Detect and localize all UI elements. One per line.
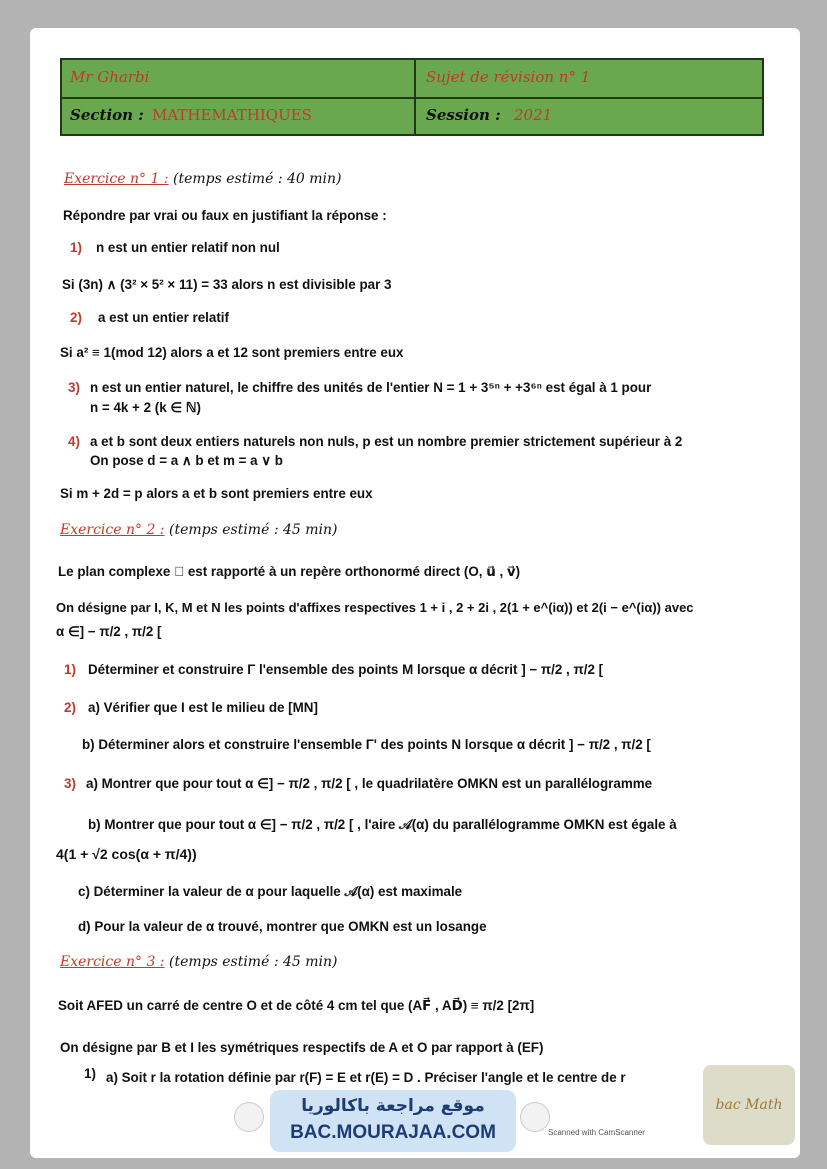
ex2-intro-points-line2: α ∈] − π/2 , π/2 [ [56, 624, 162, 639]
exercise-3-heading [60, 954, 337, 970]
ex2-q2a-text: a) Vérifier que I est le milieu de [MN] [88, 700, 318, 715]
ex2-q1-text: Déterminer et construire Γ l'ensemble des points M lorsque α décrit ] − π/2 , π/2 [ [88, 662, 604, 677]
exercise-2-time: (temps estimé : 45 min) [168, 522, 338, 538]
session-label: Session : [426, 106, 501, 124]
ex2-q3d-text: d) Pour la valeur de α trouvé, montrer que OMKN est un losange [78, 919, 487, 934]
ex1-q3-line2: n = 4k + 2 (k ∈ ℕ) [90, 400, 201, 415]
exercise-3-time: (temps estimé : 45 min) [168, 954, 338, 970]
ex2-q2b-text: b) Déterminer alors et construire l'ensemble Γ' des points N lorsque α décrit ] − π/2 , π/2 [ [82, 737, 651, 752]
header-table [60, 58, 764, 136]
subject-title: Sujet de révision n° 1 [426, 68, 591, 86]
ex1-intro: Répondre par vrai ou faux en justifiant la réponse : [63, 208, 387, 223]
ex2-q3b-line1: b) Montrer que pour tout α ∈] − π/2 , π/2 [ , l'aire 𝒜(α) du parallélogramme OMKN est égale à [88, 817, 677, 832]
exercise-3-label: Exercice n° 3 : [60, 954, 165, 970]
bac-mourajaa-logo-left-icon [234, 1102, 264, 1132]
bac-mourajaa-logo-right-icon [520, 1102, 550, 1132]
session-value: 2021 [514, 106, 553, 124]
ex3-intro-square: Soit AFED un carré de centre O et de côté 4 cm tel que (AF⃗ , AD⃗) ≡ π/2 [2π] [58, 998, 535, 1013]
ex1-q3-number: 3) [68, 380, 80, 395]
ex3-intro-symmetric: On désigne par B et I les symétriques respectifs de A et O par rapport à (EF) [60, 1040, 544, 1055]
camscanner-watermark: Scanned with CamScanner [548, 1128, 645, 1137]
ex1-q2-statement: Si a² ≡ 1(mod 12) alors a et 12 sont premiers entre eux [60, 345, 404, 360]
site-banner-arabic: موقع مراجعة باكالوريا [301, 1096, 485, 1116]
site-banner-url[interactable]: BAC.MOURAJAA.COM [290, 1122, 496, 1143]
ex2-q3a-text: a) Montrer que pour tout α ∈] − π/2 , π/2 [ , le quadrilatère OMKN est un parallélogramme [86, 776, 653, 791]
section-value: MATHEMATHIQUES [152, 106, 312, 124]
ex1-q2-number: 2) [70, 310, 82, 325]
ex2-intro-points-line1: On désigne par I, K, M et N les points d'affixes respectives 1 + i , 2 + 2i , 2(1 + e^(iα)) et 2(i − e^(iα)) avec [56, 600, 694, 615]
ex1-q1-text: n est un entier relatif non nul [96, 240, 280, 255]
ex1-q4-line2: On pose d = a ∧ b et m = a ∨ b [90, 453, 283, 468]
ex2-q3b-line2: 4(1 + √2 cos(α + π/4)) [56, 846, 197, 862]
ex2-q3c-text: c) Déterminer la valeur de α pour laquelle 𝒜(α) est maximale [78, 884, 463, 899]
exercise-2-heading [60, 522, 337, 538]
exercise-1-heading [64, 171, 341, 187]
teacher-name: Mr Gharbi [70, 68, 150, 86]
ex2-q2-number: 2) [64, 700, 76, 715]
ex2-intro-plane: Le plan complexe 𝒫 est rapporté à un repère orthonormé direct (O, u⃗ , v⃗) [58, 564, 521, 579]
ex1-q4-statement: Si m + 2d = p alors a et b sont premiers entre eux [60, 486, 373, 501]
ex1-q2-text: a est un entier relatif [98, 310, 229, 325]
document-page [30, 28, 800, 1158]
header-divider-horizontal [62, 97, 762, 99]
ex1-q1-statement: Si (3n) ∧ (3² × 5² × 11) = 33 alors n est divisible par 3 [62, 277, 392, 292]
bac-math-logo: bac Math [703, 1065, 795, 1145]
ex1-q4-line1: a et b sont deux entiers naturels non nuls, p est un nombre premier strictement supérieur à 2 [90, 434, 683, 449]
ex3-q1-number: 1) [84, 1066, 96, 1081]
ex1-q4-number: 4) [68, 434, 80, 449]
site-banner[interactable] [270, 1090, 516, 1152]
ex1-q1-number: 1) [70, 240, 82, 255]
exercise-1-time: (temps estimé : 40 min) [172, 171, 342, 187]
ex2-q3-number: 3) [64, 776, 76, 791]
exercise-2-label: Exercice n° 2 : [60, 522, 165, 538]
exercise-1-label: Exercice n° 1 : [64, 171, 169, 187]
ex3-q1a-text: a) Soit r la rotation définie par r(F) = E et r(E) = D . Préciser l'angle et le centre de r [106, 1070, 626, 1085]
ex1-q3-line1: n est un entier naturel, le chiffre des unités de l'entier N = 1 + 3⁵ⁿ + +3⁶ⁿ est égal à 1 pour [90, 380, 652, 395]
ex2-q1-number: 1) [64, 662, 76, 677]
section-label: Section : [70, 106, 144, 124]
